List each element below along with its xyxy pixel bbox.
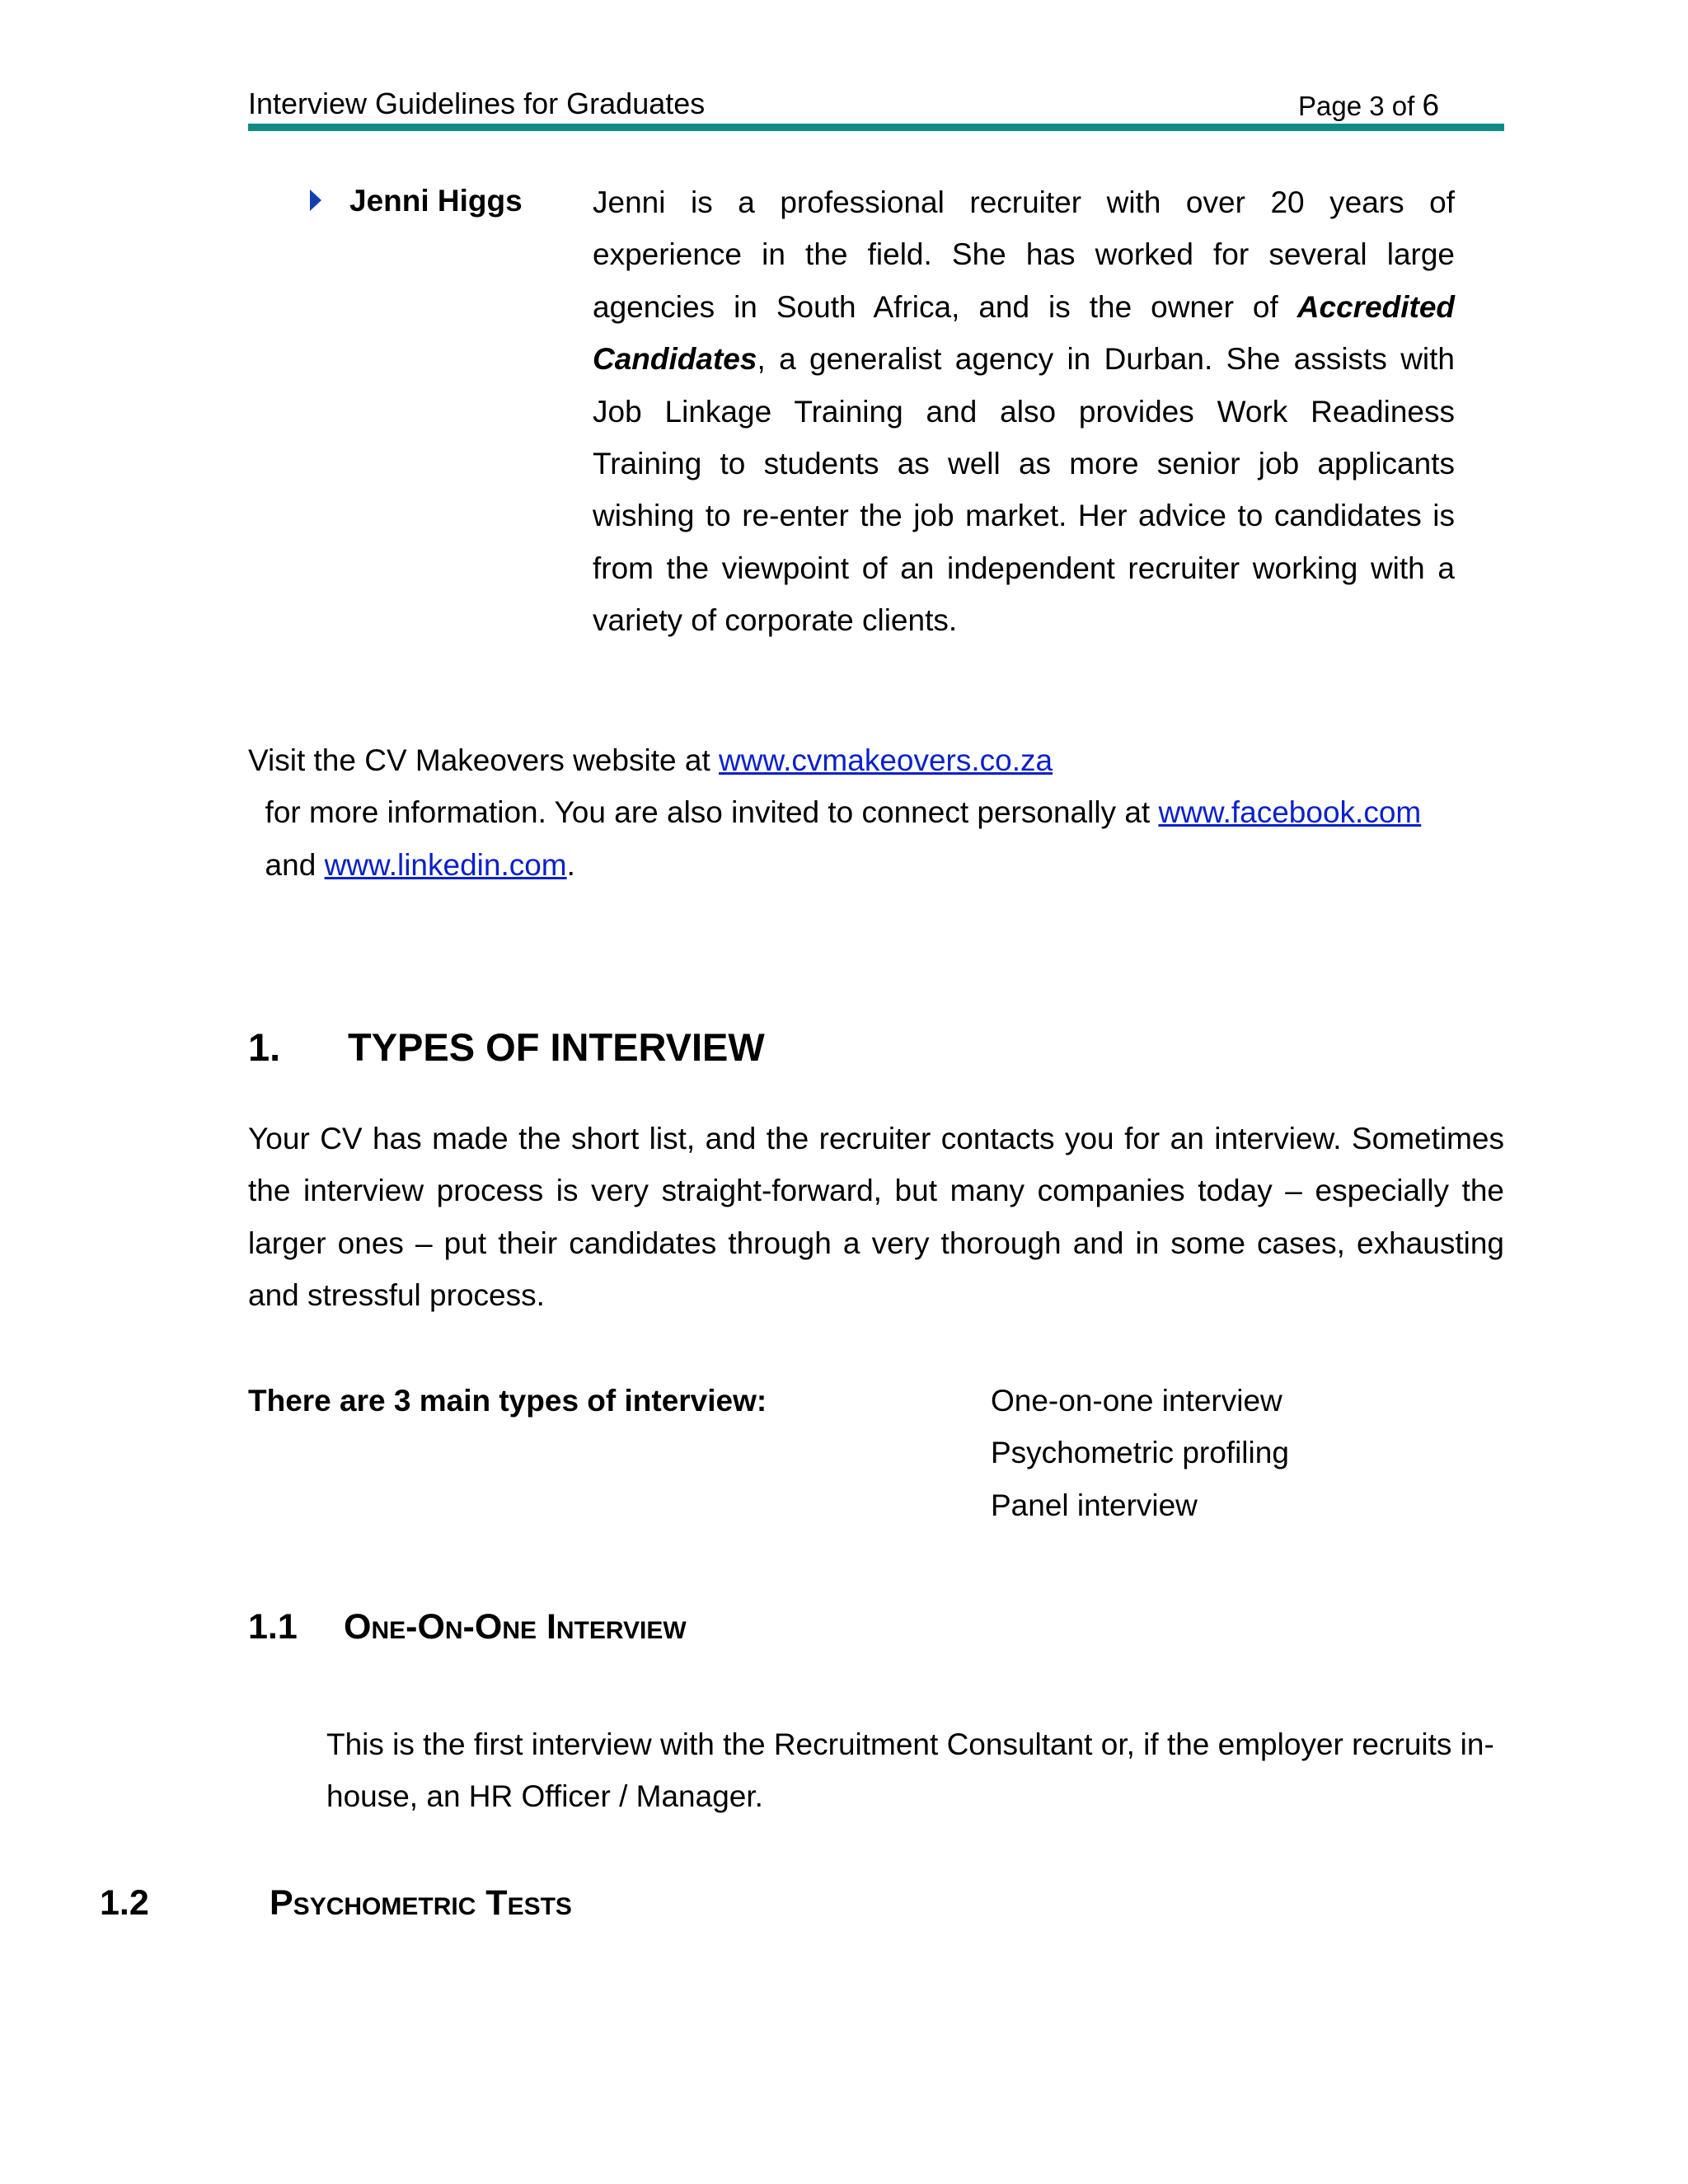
linkedin-link[interactable]: www.linkedin.com (324, 847, 567, 882)
visit-text-3: and (248, 847, 325, 882)
section-1-2-heading: Psychometric Tests (270, 1883, 572, 1923)
cvmakeovers-link[interactable]: www.cvmakeovers.co.za (719, 743, 1053, 777)
header-title: Interview Guidelines for Graduates (248, 87, 706, 120)
section-1-1-paragraph (326, 1718, 1505, 1823)
visit-text-2: for more information. You are also invited to connect personally at (248, 795, 1159, 830)
section-1-paragraph-text: Your CV has made the short list, and the recruiter contacts you for an interview. Sometimes the interview process is very straight-forward, but many companies today – especially the larger ones – put their candidates through a very thorough and in some cases, exhausting and stressful process. (248, 1122, 1504, 1313)
types-list (991, 1375, 1289, 1531)
visit-text-4: . (566, 847, 575, 882)
bullet-arrow-icon (310, 190, 321, 211)
facebook-link[interactable]: www.facebook.com (1158, 795, 1422, 830)
bio-paragraph (593, 176, 1455, 647)
page-number-prefix: Page 3 of (1298, 91, 1423, 121)
visit-text-1: Visit the CV Makeovers website at (248, 743, 720, 777)
section-1-1-number: 1.1 (248, 1607, 298, 1647)
header-rule (248, 124, 1504, 131)
types-label: There are 3 main types of interview: (248, 1384, 767, 1418)
section-1-paragraph (248, 1113, 1504, 1322)
page-number (1298, 87, 1439, 124)
bio-text-2: , a generalist agency in Durban. She assists with Job Linkage Training and also provides Work Readiness Training to students as well as more senior job applicants wishing to re-enter the job market. Her advice to candidates is from the viewpoint of an independent recruiter working with a variety of corporate clients. (593, 342, 1455, 638)
list-item: Psychometric profiling (991, 1436, 1289, 1470)
agency-name: Accredited Candidates (593, 289, 1455, 377)
section-1-1-heading: One-On-One Interview (344, 1607, 687, 1647)
visit-paragraph (248, 734, 1509, 891)
section-1-2-number: 1.2 (100, 1883, 149, 1923)
bio-text-1: Jenni is a professional recruiter with over 20 years of experience in the field. She has worked for several large agencies in South Africa, and is the owner of (593, 185, 1455, 324)
section-1-heading: TYPES OF INTERVIEW (348, 1025, 765, 1069)
page-number-total: 6 (1422, 88, 1440, 122)
section-1-1-paragraph-text: This is the first interview with the Recruitment Consultant or, if the employer recruits in-house, an HR Officer / Manager. (326, 1727, 1494, 1814)
list-item: One-on-one interview (991, 1384, 1282, 1418)
list-item: Panel interview (991, 1488, 1198, 1522)
bio-name: Jenni Higgs (349, 184, 523, 218)
section-1-number: 1. (248, 1025, 281, 1069)
